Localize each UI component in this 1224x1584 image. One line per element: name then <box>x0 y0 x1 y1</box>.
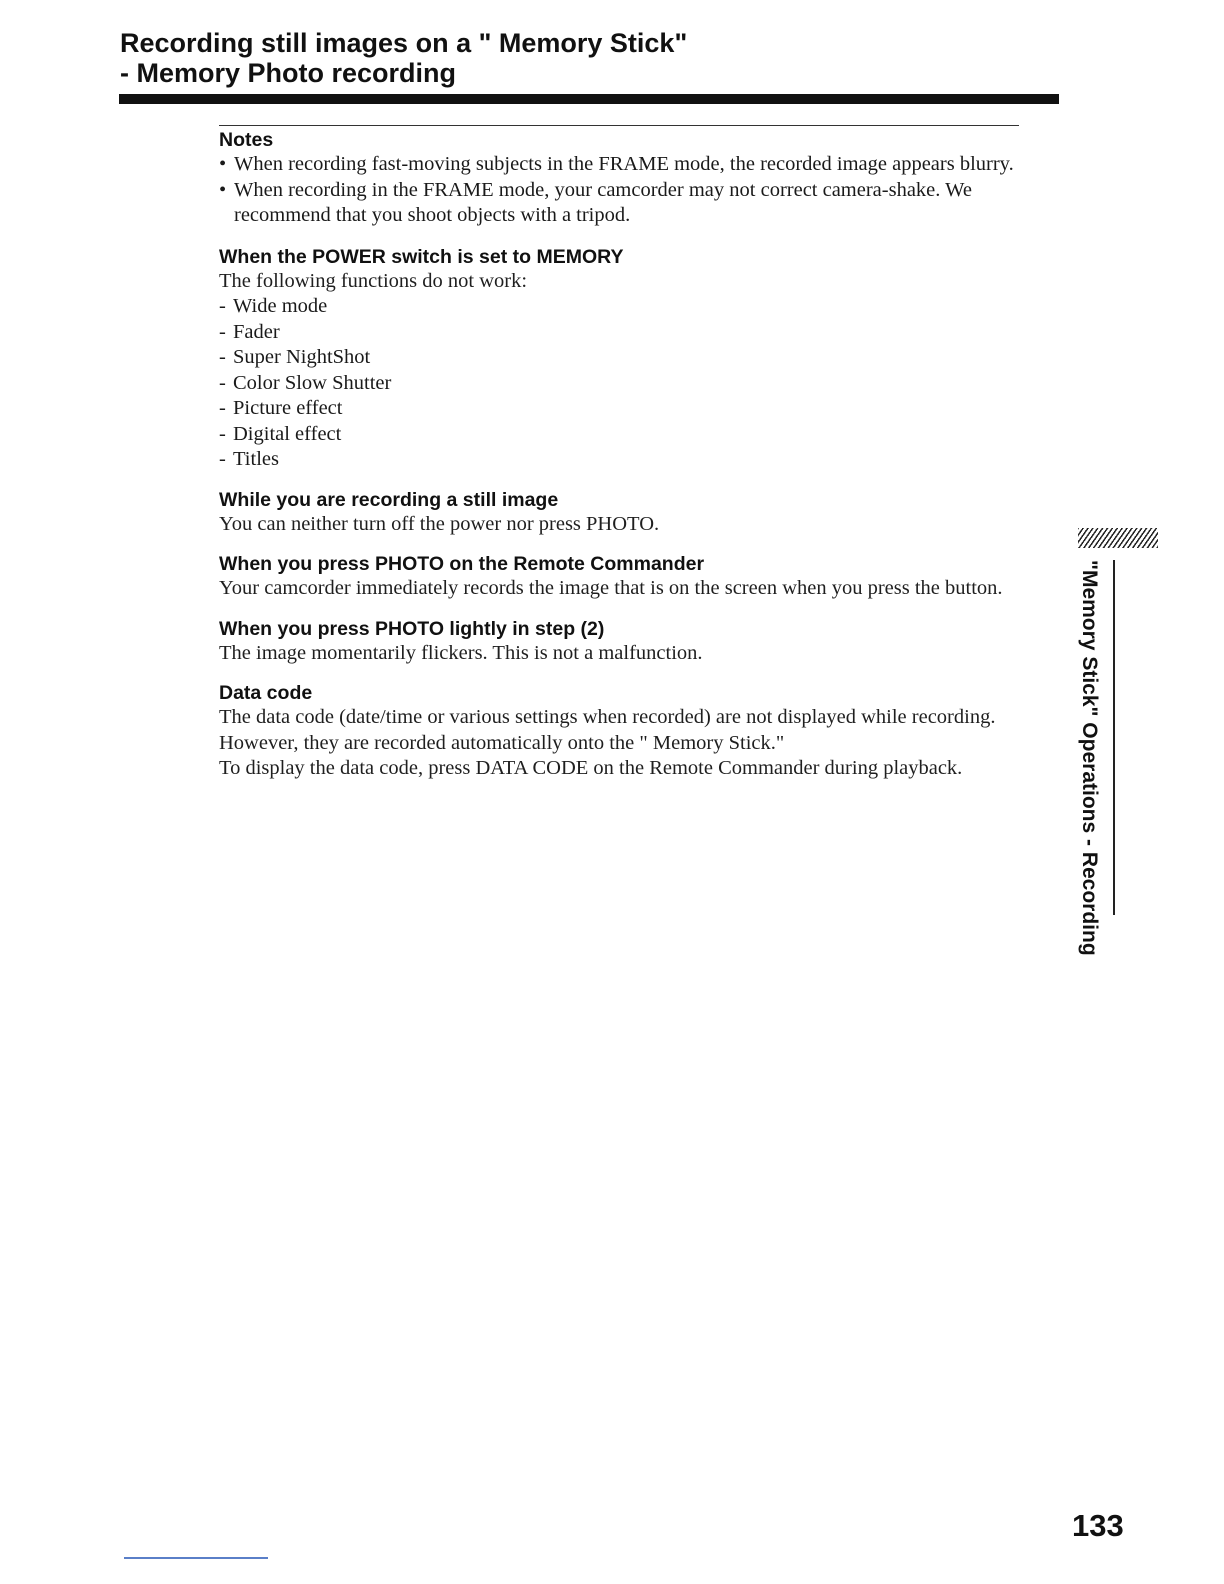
dash-icon: - <box>219 397 226 419</box>
list-item-text: Picture effect <box>233 397 343 419</box>
list-item-text: Fader <box>233 320 280 343</box>
list-item <box>219 320 1034 346</box>
list-item-text: Color Slow Shutter <box>233 371 392 394</box>
dash-icon: - <box>219 295 226 317</box>
notes-top-rule <box>219 125 1019 126</box>
power-switch-intro: The following functions do not work: <box>219 269 528 292</box>
dash-icon: - <box>219 448 226 470</box>
data-code-heading: Data code <box>219 682 313 704</box>
remote-commander-section <box>219 552 1034 602</box>
list-item-text: Digital effect <box>233 422 342 445</box>
notes-item <box>219 178 1034 229</box>
power-switch-section <box>219 245 1034 473</box>
notes-item-text: When recording fast-moving subjects in the FRAME mode, the recorded image appears blurry. <box>234 153 1014 175</box>
press-lightly-section <box>219 617 1034 667</box>
list-item <box>219 345 1034 371</box>
list-item <box>219 422 1034 448</box>
remote-commander-heading: When you press PHOTO on the Remote Commander <box>219 553 705 575</box>
power-switch-heading: When the POWER switch is set to MEMORY <box>219 245 624 268</box>
list-item <box>219 294 1034 320</box>
press-lightly-text: The image momentarily flickers. This is not a malfunction. <box>219 641 703 664</box>
section-side-bar <box>1113 560 1115 915</box>
footer-rule <box>124 1557 268 1559</box>
bullet-icon: • <box>219 178 227 201</box>
page-header-title <box>120 28 1060 88</box>
data-code-text-1: The data code (date/time or various settings when recorded) are not displayed while recording. However, they are recorded automatically onto the " Memory Stick." <box>219 706 996 754</box>
page-content <box>219 128 1034 782</box>
while-recording-heading: While you are recording a still image <box>219 488 559 511</box>
notes-item-text: When recording in the FRAME mode, your camcorder may not correct camera-shake. We recommend that you shoot objects with a tripod. <box>234 178 972 226</box>
bullet-icon: • <box>219 153 227 175</box>
section-side-tab-label: "Memory Stick" Operations - Recording <box>1078 560 1101 956</box>
press-lightly-heading: When you press PHOTO lightly in step (2) <box>219 617 605 640</box>
notes-heading: Notes <box>219 129 274 151</box>
list-item <box>219 371 1034 397</box>
data-code-section <box>219 681 1034 782</box>
section-side-tab <box>1073 560 1105 956</box>
list-item <box>219 396 1034 422</box>
while-recording-section <box>219 488 1034 538</box>
list-item-text: Wide mode <box>233 295 328 317</box>
list-item-text: Titles <box>233 448 279 470</box>
list-item <box>219 447 1034 473</box>
section-tab-hatch-marker <box>1078 528 1158 548</box>
dash-icon: - <box>219 371 226 394</box>
while-recording-text: You can neither turn off the power nor press PHOTO. <box>219 512 660 535</box>
list-item-text: Super NightShot <box>233 346 371 368</box>
page-number: 133 <box>1072 1508 1124 1543</box>
notes-list <box>219 152 1034 229</box>
notes-item <box>219 152 1034 178</box>
dash-icon: - <box>219 422 226 445</box>
header-thick-rule <box>119 94 1059 104</box>
dash-icon: - <box>219 346 226 368</box>
dash-icon: - <box>219 320 226 343</box>
disabled-functions-list <box>219 294 1034 473</box>
notes-section <box>219 128 1034 229</box>
data-code-text-2: To display the data code, press DATA CODE on the Remote Commander during playback. <box>219 757 963 779</box>
header-title-line-2: - Memory Photo recording <box>120 58 457 88</box>
remote-commander-text: Your camcorder immediately records the image that is on the screen when you press the button. <box>219 577 1003 599</box>
header-title-line-1: Recording still images on a " Memory Stick" <box>120 28 688 58</box>
